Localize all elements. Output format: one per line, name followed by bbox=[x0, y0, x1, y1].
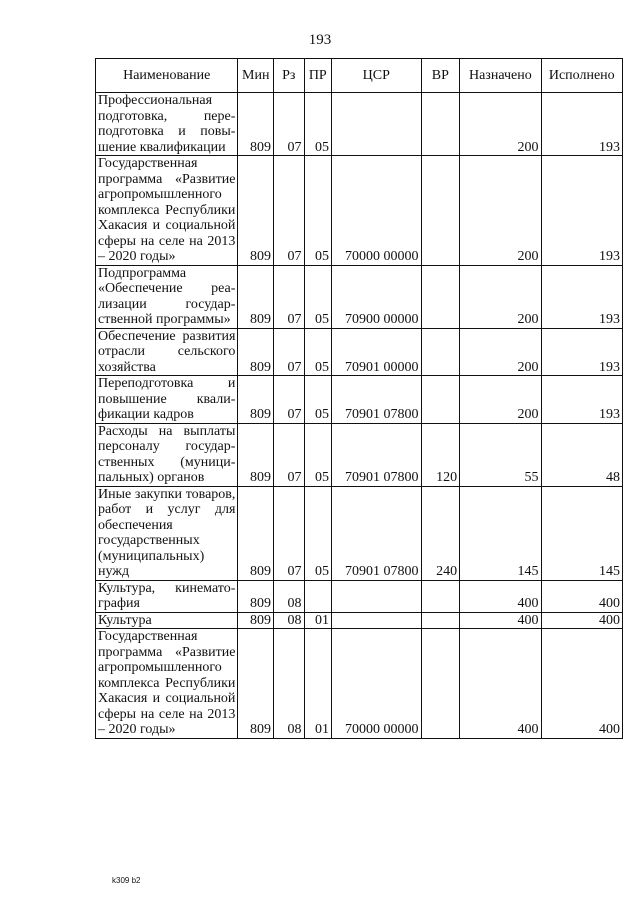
row-vr bbox=[421, 265, 460, 328]
row-csr bbox=[332, 93, 422, 156]
header-name: Наименование bbox=[96, 59, 238, 93]
row-csr: 70901 00000 bbox=[332, 328, 422, 376]
row-assigned: 55 bbox=[460, 423, 541, 486]
row-name: Профессиональная подготовка, переподготовка и повышение квалификации bbox=[96, 93, 238, 156]
row-vr bbox=[421, 156, 460, 266]
row-pr: 05 bbox=[304, 423, 331, 486]
row-name: Культура, кинематография bbox=[96, 580, 238, 612]
row-rz: 07 bbox=[274, 156, 305, 266]
row-min: 809 bbox=[238, 328, 274, 376]
row-rz: 07 bbox=[274, 423, 305, 486]
row-executed: 193 bbox=[541, 265, 622, 328]
row-name: Культура bbox=[96, 612, 238, 629]
row-pr: 05 bbox=[304, 486, 331, 580]
header-min: Мин bbox=[238, 59, 274, 93]
row-executed: 193 bbox=[541, 376, 622, 424]
table-row bbox=[96, 612, 623, 629]
row-name: Обеспечение развития отрасли сельского хозяйства bbox=[96, 328, 238, 376]
table-row bbox=[96, 486, 623, 580]
row-rz: 08 bbox=[274, 629, 305, 739]
row-csr bbox=[332, 580, 422, 612]
row-vr bbox=[421, 93, 460, 156]
table-row bbox=[96, 629, 623, 739]
row-min: 809 bbox=[238, 156, 274, 266]
row-rz: 07 bbox=[274, 93, 305, 156]
footer-code: k309 b2 bbox=[112, 876, 141, 885]
row-name: Переподготовка и повышение квалификации кадров bbox=[96, 376, 238, 424]
row-name: Государственная программа «Развитие агропромышленного комплекса Республики Хакасия и социальной сферы на селе на 2013 – 2020 годы» bbox=[96, 156, 238, 266]
row-name: Расходы на выплаты персоналу государственных (муниципальных) органов bbox=[96, 423, 238, 486]
table-row bbox=[96, 93, 623, 156]
table-row bbox=[96, 265, 623, 328]
row-rz: 07 bbox=[274, 486, 305, 580]
header-executed: Исполнено bbox=[541, 59, 622, 93]
row-min: 809 bbox=[238, 612, 274, 629]
row-csr bbox=[332, 612, 422, 629]
table-row bbox=[96, 580, 623, 612]
header-pr: ПР bbox=[304, 59, 331, 93]
row-executed: 193 bbox=[541, 93, 622, 156]
header-row bbox=[96, 59, 623, 93]
row-assigned: 200 bbox=[460, 156, 541, 266]
row-executed: 145 bbox=[541, 486, 622, 580]
row-pr: 01 bbox=[304, 612, 331, 629]
table-row bbox=[96, 423, 623, 486]
row-csr: 70000 00000 bbox=[332, 629, 422, 739]
row-pr: 05 bbox=[304, 93, 331, 156]
row-vr: 120 bbox=[421, 423, 460, 486]
row-pr: 05 bbox=[304, 265, 331, 328]
row-assigned: 200 bbox=[460, 93, 541, 156]
row-assigned: 400 bbox=[460, 580, 541, 612]
row-csr: 70901 07800 bbox=[332, 486, 422, 580]
table-row bbox=[96, 156, 623, 266]
row-vr bbox=[421, 328, 460, 376]
row-vr: 240 bbox=[421, 486, 460, 580]
page-number: 193 bbox=[308, 32, 332, 48]
row-min: 809 bbox=[238, 93, 274, 156]
row-assigned: 400 bbox=[460, 629, 541, 739]
table-row bbox=[96, 376, 623, 424]
row-min: 809 bbox=[238, 376, 274, 424]
row-pr bbox=[304, 580, 331, 612]
header-vr: ВР bbox=[421, 59, 460, 93]
row-pr: 01 bbox=[304, 629, 331, 739]
row-assigned: 145 bbox=[460, 486, 541, 580]
row-pr: 05 bbox=[304, 328, 331, 376]
row-min: 809 bbox=[238, 580, 274, 612]
header-assigned: Назначено bbox=[460, 59, 541, 93]
row-executed: 400 bbox=[541, 612, 622, 629]
table-row bbox=[96, 328, 623, 376]
row-csr: 70900 00000 bbox=[332, 265, 422, 328]
row-min: 809 bbox=[238, 486, 274, 580]
row-rz: 07 bbox=[274, 328, 305, 376]
row-executed: 400 bbox=[541, 629, 622, 739]
row-min: 809 bbox=[238, 423, 274, 486]
row-assigned: 400 bbox=[460, 612, 541, 629]
row-name: Иные закупки товаров, работ и услуг для обеспечения государственных (муниципальных) нужд bbox=[96, 486, 238, 580]
row-assigned: 200 bbox=[460, 376, 541, 424]
row-vr bbox=[421, 629, 460, 739]
row-executed: 400 bbox=[541, 580, 622, 612]
row-vr bbox=[421, 580, 460, 612]
row-executed: 48 bbox=[541, 423, 622, 486]
row-rz: 07 bbox=[274, 376, 305, 424]
row-executed: 193 bbox=[541, 156, 622, 266]
row-assigned: 200 bbox=[460, 265, 541, 328]
row-assigned: 200 bbox=[460, 328, 541, 376]
row-csr: 70901 07800 bbox=[332, 376, 422, 424]
row-vr bbox=[421, 612, 460, 629]
budget-table bbox=[95, 58, 623, 739]
row-name: Государственная программа «Развитие агропромышленного комплекса Республики Хакасия и социальной сферы на селе на 2013 – 2020 годы» bbox=[96, 629, 238, 739]
row-name: Подпрограмма «Обеспечение реализации государственной программы» bbox=[96, 265, 238, 328]
row-min: 809 bbox=[238, 265, 274, 328]
header-csr: ЦСР bbox=[332, 59, 422, 93]
row-csr: 70901 07800 bbox=[332, 423, 422, 486]
row-executed: 193 bbox=[541, 328, 622, 376]
row-pr: 05 bbox=[304, 156, 331, 266]
row-pr: 05 bbox=[304, 376, 331, 424]
row-rz: 08 bbox=[274, 612, 305, 629]
row-csr: 70000 00000 bbox=[332, 156, 422, 266]
row-vr bbox=[421, 376, 460, 424]
row-rz: 08 bbox=[274, 580, 305, 612]
header-rz: Рз bbox=[274, 59, 305, 93]
row-min: 809 bbox=[238, 629, 274, 739]
row-rz: 07 bbox=[274, 265, 305, 328]
